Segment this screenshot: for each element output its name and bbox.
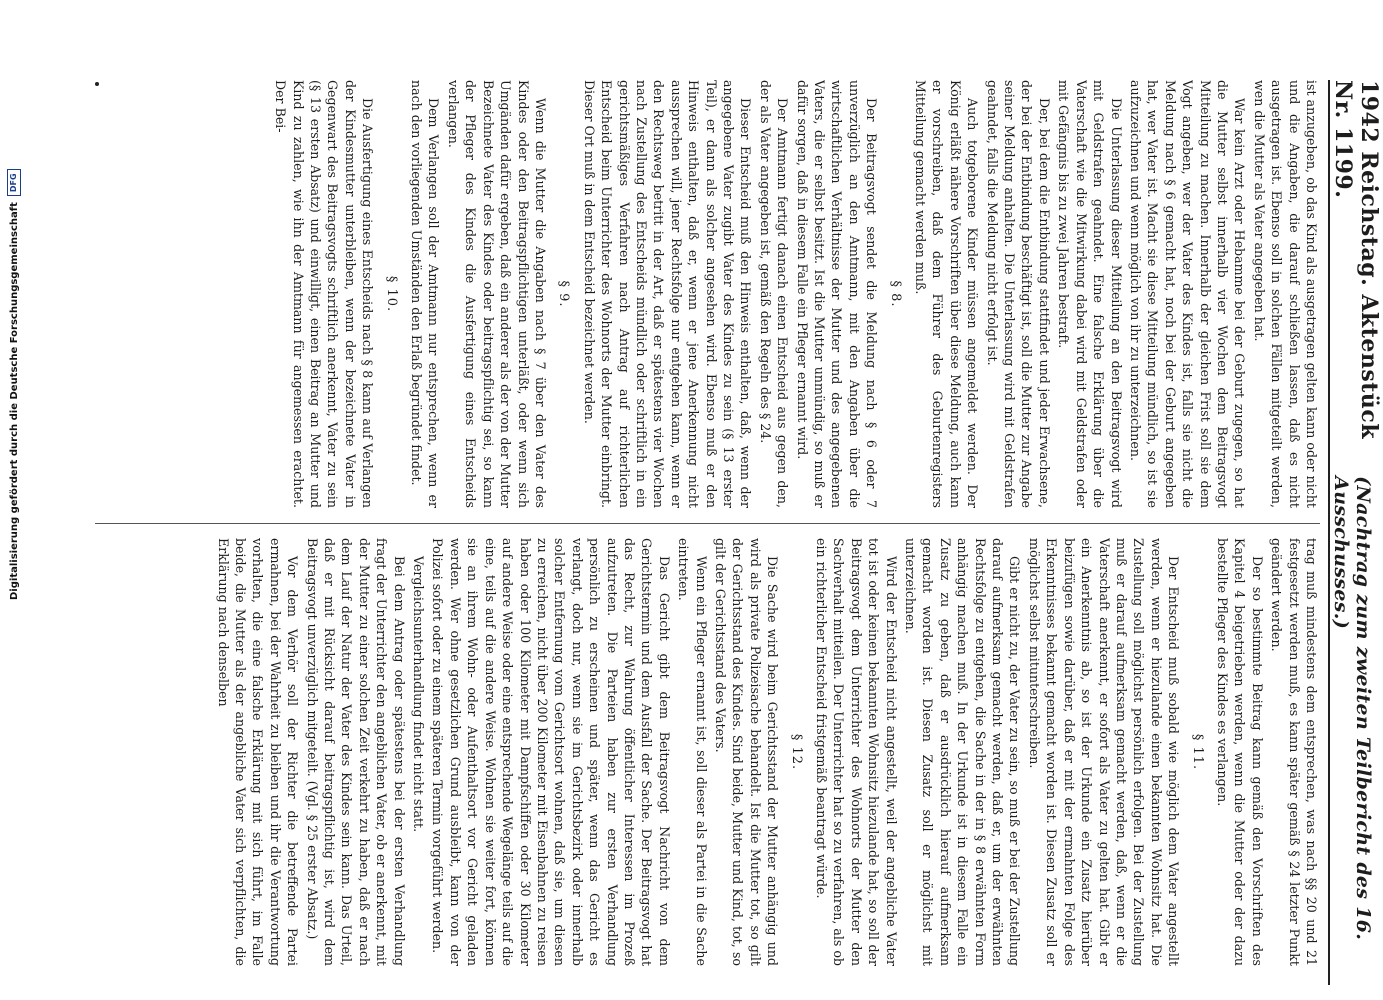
paragraph: Wenn die Mutter die Angaben nach § 7 über den Vater des Kindes oder den Beitragspflichtigen unterläßt, oder wenn sich Umgänden dafür ergeben, daß ein anderer als der von der Mutter Bezeichnete Vater des Kindes oder beitragspflichtig sei, so kann der Pfleger des Kindes die Ausfertigung eines Entscheids verlangen. [445, 80, 548, 508]
page-header [1328, 80, 1382, 985]
digitization-credit [4, 173, 24, 600]
printed-page [80, 80, 1382, 985]
paragraph: War kein Arzt oder Hebamme bei der Geburt zugegen, so hat die Mutter selbst innerhalb vier Wochen dem Beitragsvogt Mitteilung zu machen. Innerhalb der gleichen Frist soll sie dem Vogt angeben, wer der Vater des Kindes ist, falls sie nicht die Meldung nach § 6 gemacht hat, noch bei der Geburt angegeben hat, wer Vater ist. Macht sie diese Mitteilung mündlich, so ist sie aufzuzeichnen und wenn möglich von ihr zu unterzeichnen. [1127, 80, 1248, 508]
column-divider [95, 523, 1320, 524]
page-scan [80, 80, 1382, 985]
section-heading: § 12. [788, 733, 804, 771]
text-column-right [95, 538, 1320, 966]
section-heading: § 11. [1189, 733, 1205, 771]
text-column-left [95, 80, 1320, 508]
paragraph: Die Sache wird beim Gerichtsstand der Mutter anhängig und wird als private Polizeisache behandelt. Ist die Mutter tot, so gilt der Gerichtsstand des Kindes. Sind beide, Mutter und Kind, tot, so gilt der Gerichtsstand des Vaters. [713, 538, 781, 966]
section-heading: § 10. [383, 275, 399, 313]
paragraph: Der so bestimmte Beitrag kann gemäß den Vorschriften des Kapitel 4 beigetrieben werden, wenn die Mutter oder der dazu bestellte Pfleger des Kindes es verlangen. [1214, 538, 1265, 966]
dfg-logo: DFG [7, 169, 21, 196]
paragraph: Wenn ein Pfleger ernannt ist, soll dieser als Partei in die Sache eintreten. [676, 538, 709, 966]
paragraph: trag muß mindestens dem entsprechen, was nach §§ 20 und 21 festgesetzt werden muß, es kann später gemäß § 24 letzter Punkt geändert werden. [1269, 538, 1319, 966]
paragraph: Wird der Entscheid nicht angestellt, weil der angebliche Vater tot ist oder keinen bekannten Wohnsitz hiezulande hat, so soll der Beitragsvogt dem Unterrichter des Wohnorts der Mutter den Sachverhalt mitteilen. Der Unterrichter hat so zu verfahren, als ob ein richterlicher Entscheid fristgemäß beantragt würde. [814, 538, 899, 966]
paragraph: Vor dem Verhör soll der Richter die betreffende Partei ermahnen, bei der Wahrheit zu bleiben und ihr die Verantwortung vorhalten, die eine falsche Erklärung mit sich führt, im Falle beide, die Mutter als der angebliche Vater sich verpflichten, die Erklärung nach denselben [215, 538, 301, 966]
header-subtitle: (Nachtrag zum zweiten Teilbericht des 16. Ausschusses.) [1330, 476, 1374, 941]
paragraph: Die Ausfertigung eines Entscheids nach § 8 kann auf Verlangen der Kindesmutter unterbleiben, wenn der bezeichnete Vater in Gegenwart des Beitragsvogts schriftlich anerkennt, Vater zu sein (§ 13 ersten Absatz) und einwilligt, einen Beitrag an Mutter und Kind zu zahlen, wie ihn der Amtmann für angemessen erachtet. Der Bei- [273, 80, 376, 508]
paragraph: Vergleichsunterhandlung findet nicht statt. [411, 556, 427, 833]
paragraph: Gibt er nicht zu, der Vater zu sein, so muß er bei der Zustellung darauf aufmerksam gemacht werden, daß er, um der erwähnten Rechtsfolge zu entgehen, die Sache in der in § 8 erwähnten Form anhängig machen muß. In der Urkunde ist in diesem Falle ein Zusatz zu geben, daß er ausdrücklich hierauf aufmerksam gemacht worden ist. Diesen Zusatz soll er möglichst mit unterzeichnen. [903, 538, 1023, 966]
section-heading: § 8. [887, 280, 903, 308]
paragraph: Auch totgeborene Kinder müssen angemeldet werden. Der König erläßt nähere Vorschriften über diese Meldung, auch kann er vorschreiben, daß dem Führer des Geburtenregisters Mitteilung gemacht werden muß. [913, 80, 981, 508]
credit-text: Digitalisierung gefördert durch die Deutsche Forschungsgemeinschaft [8, 202, 20, 600]
paragraph: Der Beitragsvogt sendet die Meldung nach § 6 oder 7 unverzüglich an den Amtmann, mit den Angaben über die wirtschaftlichen Verhältnisse der Mutter und des angegebenen Vaters, die er selbst besitzt. Ist die Mutter unmündig, so muß er dafür sorgen, daß in diesem Falle ein Pfleger ernannt wird. [794, 80, 880, 508]
paragraph: Der Entscheid muß sobald wie möglich dem Vater angestellt werden, wenn er hiezulande einen bekannten Wohnsitz hat. Die Zustellung soll möglichst persönlich erfolgen. Bei der Zustellung muß er darauf aufmerksam gemacht werden, daß, wenn er die Vaterschaft anerkennt, er sofort als Vater zu gelten hat. Gibt er ein Anerkenntnis ab, so ist der Urkunde ein Zusatz hierüber beizufügen sowie darüber, daß er mit der ermahnten Folge des Erkenntnisses bekannt gemacht worden ist. Diesen Zusatz soll er möglichst selbst mitunterschreiben. [1026, 538, 1182, 966]
paragraph: Bei dem Antrag oder spätestens bei der ersten Verhandlung fragt der Unterrichter den angeblichen Vater, ob er anerkennt, mit der Mutter zu einer solchen Zeit verkehrt zu haben, daß er nach dem Lauf der Natur der Vater des Kindes sein kann. Das Urteil, daß er mit Rücksicht darauf beitragspflichtig ist, wird dem Beitragsvogt unverzüglich mitgeteilt. (Vgl. § 25 erster Absatz.) [304, 538, 407, 966]
paragraph: Das Gericht gibt dem Beitragsvogt Nachricht von dem Gerichtstermin und dem Ausfall der Sache. Der Beitragsvogt hat das Recht, zur Wahrung öffentlicher Interessen im Prozeß aufzutreten. Die Parteien haben zur ersten Verhandlung persönlich zu erscheinen und später, wenn das Gericht es verlangt, doch nur, wenn sie im Gerichtsbezirk oder innerhalb solcher Entfernung vom Gerichtsort wohnen, daß sie, um diesen zu erreichen, nicht über 200 Kilometer mit Eisenbahnen zu reisen haben oder 100 Kilometer mit Dampfschiffen oder 30 Kilometer auf andere Weise oder eine entsprechende Wegelänge teils auf die eine, teils auf die andere Weise. Wohnen sie weiter fort, können sie an ihrem Wohn- oder Aufenthaltsort vor Gericht geladen werden. Wer ohne gesetzlichen Grund ausbleibt, kann von der Polizei sofort oder zu einem späteren Termin vorgeführt werden. [430, 538, 672, 966]
paragraph: Dem Verlangen soll der Amtmann nur entsprechen, wenn er nach den vorliegenden Umständen den Erlaß begründet findet. [409, 80, 442, 508]
paragraph: Der, bei dem die Entbindung stattfindet und jeder Erwachsene, der bei der Entbindung beschäftigt ist, soll die Mutter zur Angabe seiner Meldung anhalten. Die Unterlassung wird mit Geldstrafen geahndet, falls die Meldung nicht erfolgt ist. [984, 80, 1052, 508]
section-heading: § 9. [556, 280, 572, 308]
paragraph: ist anzugeben, ob das Kind als ausgetragen gelten kann oder nicht und die Angaben, die darauf schließen lassen, daß es nicht ausgetragen ist. Ebenso soll in solchen Fällen mitgeteilt werden, wen die Mutter als Vater angegeben hat. [1251, 80, 1319, 508]
paragraph: Dieser Entscheid muß den Hinweis enthalten, daß, wenn der angegebene Vater zugibt Vater des Kindes zu sein (§ 13 erster Teil), er dann als solcher angesehen wird. Ebenso muß er den Hinweis enthalten, daß er, wenn er jene Anerkennung nicht aussprechen will, jener Rechtsfolge nur entgehen kann, wenn er den Rechtsweg betritt in der Art, daß er spätestens vier Wochen nach Zustellung des Entscheids mündlich oder schriftlich in ein gerichtsmäßiges Verfahren nach Antrag auf richterlichen Entscheid beim Unterrichter des Wohnorts der Mutter einbringt. Dieser Ort muß in dem Entscheid bezeichnet werden. [581, 80, 754, 508]
paragraph: Die Unterlassung dieser Mitteilung an den Beitragsvogt wird mit Geldstrafen geahndet. Eine falsche Erklärung über die Vaterschaft wie die Mitwirkung dabei wird mit Geldstrafen oder mit Gefängnis bis zu zwei Jahren bestraft. [1056, 80, 1124, 508]
paragraph: Der Amtmann fertigt danach einen Entscheid aus gegen den, der als Vater angegeben ist, gemäß den Regeln des § 24. [757, 80, 791, 508]
header-title: 1942 Reichstag. Aktenstück Nr. 1199. [1330, 80, 1382, 440]
